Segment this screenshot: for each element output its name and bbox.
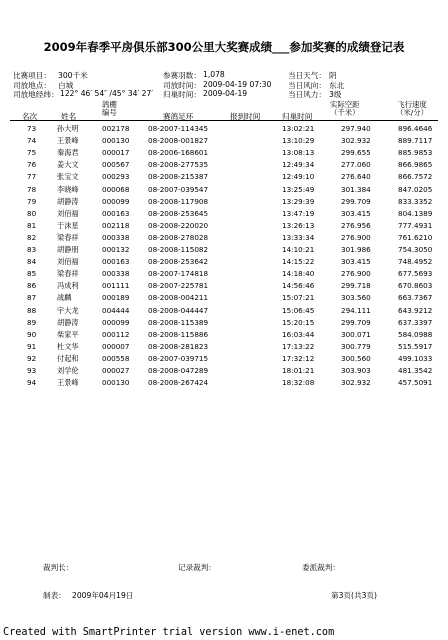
cell-rank: 88	[27, 305, 37, 315]
race-item-label: 比赛项目：	[13, 71, 51, 80]
cell-rank: 92	[27, 353, 37, 363]
wind-direction-label: 当日风向：	[288, 81, 326, 90]
cell-name: 付起和	[57, 353, 79, 363]
cell-name: 姜大文	[57, 160, 79, 170]
cell-return-time: 12:49:34	[282, 160, 315, 170]
col-report-time: 报到时间	[230, 112, 261, 121]
cell-ring-no: 000112	[102, 329, 130, 339]
dispatcher-label: 委派裁判：	[302, 563, 340, 572]
chief-judge-label: 裁判长：	[43, 563, 74, 572]
cell-name: 胡静涛	[57, 196, 79, 206]
cell-return-time: 15:20:15	[282, 317, 315, 327]
cell-foot-ring: 08-2008-117908	[148, 196, 209, 206]
cell-rank: 89	[27, 317, 37, 327]
cell-distance: 299.709	[341, 317, 371, 327]
cell-speed: 777.4931	[398, 220, 433, 230]
cell-foot-ring: 08-2008-047289	[148, 366, 209, 375]
cell-name: 战麟	[57, 293, 72, 303]
cell-ring-no: 000558	[102, 353, 130, 363]
release-place-label: 司放地点：	[13, 81, 51, 90]
cell-speed: 885.9853	[398, 148, 433, 158]
entries-label: 参赛羽数：	[163, 71, 201, 80]
cell-ring-no: 000099	[102, 196, 130, 206]
cell-foot-ring: 08-2008-253642	[148, 257, 209, 267]
cell-return-time: 13:26:13	[282, 220, 315, 230]
release-time-value: 2009-04-19 07:30	[203, 80, 272, 89]
cell-rank: 77	[27, 172, 37, 182]
cell-speed: 670.8603	[398, 281, 433, 291]
cell-distance: 299.655	[341, 148, 371, 158]
cell-ring-no: 002178	[102, 124, 130, 133]
cell-foot-ring: 08-2008-281823	[148, 341, 209, 351]
cell-foot-ring: 08-2008-215387	[148, 172, 209, 182]
maker-date: 2009年04月19日	[72, 591, 134, 600]
cell-name: 胡静朋	[57, 245, 79, 254]
cell-ring-no: 000567	[102, 160, 130, 170]
cell-speed: 457.5091	[398, 378, 433, 388]
page-title: 2009年春季平房俱乐部300公里大奖赛成绩___参加奖赛的成绩登记表	[43, 40, 405, 54]
cell-return-time: 13:47:19	[282, 208, 315, 218]
cell-speed: 833.3352	[398, 196, 433, 206]
cell-ring-no: 000293	[102, 172, 130, 182]
cell-distance: 276.640	[341, 172, 371, 182]
cell-return-time: 14:10:21	[282, 245, 315, 254]
cell-ring-no: 000338	[102, 232, 130, 242]
cell-foot-ring: 08-2007-039547	[148, 184, 209, 194]
cell-distance: 301.384	[341, 184, 371, 194]
cell-name: 梁春祥	[57, 269, 79, 279]
cell-ring-no: 004444	[102, 305, 130, 315]
cell-return-time: 15:07:21	[282, 293, 315, 303]
cell-speed: 499.1033	[398, 353, 433, 363]
wind-force-label: 当日风力：	[288, 90, 326, 99]
release-place-value: 白城	[58, 81, 74, 90]
cell-name: 冯成利	[57, 281, 79, 291]
wind-direction-value: 东北	[329, 81, 345, 90]
entries-value: 1,078	[203, 70, 225, 79]
cell-speed: 663.7367	[398, 293, 433, 303]
page-number: 第3页(共3页)	[331, 591, 377, 600]
cell-rank: 85	[27, 269, 37, 279]
cell-speed: 866.9865	[398, 160, 433, 170]
cell-name: 李晓峰	[57, 184, 79, 194]
cell-rank: 91	[27, 341, 37, 351]
cell-name: 刘学伦	[57, 366, 79, 375]
cell-distance: 303.560	[341, 293, 371, 303]
cell-rank: 90	[27, 329, 37, 339]
cell-distance: 302.932	[341, 378, 371, 388]
cell-name: 于沫星	[57, 220, 79, 230]
cell-speed: 896.4646	[398, 124, 433, 133]
col-return-time: 归巢时间	[282, 112, 313, 121]
race-item-value: 300千米	[58, 71, 88, 80]
cell-return-time: 18:01:21	[282, 366, 315, 375]
cell-return-time: 17:32:12	[282, 353, 315, 363]
cell-name: 梁春祥	[57, 232, 79, 242]
cell-rank: 79	[27, 196, 37, 206]
cell-return-time: 17:13:22	[282, 341, 315, 351]
cell-distance: 299.709	[341, 196, 371, 206]
col-name: 姓名	[61, 112, 77, 121]
maker-label: 制表：	[43, 591, 66, 600]
cell-speed: 754.3050	[398, 245, 433, 254]
cell-distance: 303.415	[341, 208, 371, 218]
cell-ring-no: 000017	[102, 148, 130, 158]
cell-return-time: 13:08:13	[282, 148, 315, 158]
cell-distance: 301.986	[341, 245, 371, 254]
cell-return-time: 13:25:49	[282, 184, 315, 194]
release-coords-value: 122° 46′ 54″ /45° 34′ 27′	[60, 89, 154, 98]
cell-return-time: 13:10:29	[282, 136, 315, 146]
cell-ring-no: 002118	[102, 220, 130, 230]
cell-return-time: 13:33:34	[282, 232, 315, 242]
cell-distance: 300.071	[341, 329, 371, 339]
cell-speed: 866.7572	[398, 172, 433, 182]
cell-return-time: 14:15:22	[282, 257, 315, 267]
release-time-label: 司放时间：	[163, 81, 201, 90]
cell-foot-ring: 08-2008-115886	[148, 329, 209, 339]
cell-name: 宇大龙	[57, 305, 79, 315]
cell-distance: 302.932	[341, 136, 371, 146]
cell-rank: 86	[27, 281, 37, 291]
cell-name: 王景峰	[57, 378, 79, 388]
cell-speed: 643.9212	[398, 305, 433, 315]
release-coords-label: 司放地经纬：	[13, 90, 59, 99]
cell-rank: 80	[27, 208, 37, 218]
cell-rank: 74	[27, 136, 37, 146]
cell-ring-no: 000189	[102, 293, 130, 303]
cell-foot-ring: 08-2007-174818	[148, 269, 209, 279]
cell-ring-no: 000163	[102, 257, 130, 267]
cell-speed: 889.7117	[398, 136, 433, 146]
cell-distance: 297.940	[341, 124, 371, 133]
cell-foot-ring: 08-2007-039715	[148, 353, 209, 363]
cell-foot-ring: 08-2008-004211	[148, 293, 209, 303]
cell-distance: 303.903	[341, 366, 371, 375]
cell-rank: 87	[27, 293, 37, 303]
cell-name: 孙大明	[57, 124, 79, 133]
col-distance: 实际空距 （千米）	[330, 100, 360, 117]
cell-return-time: 15:06:45	[282, 305, 315, 315]
recorder-label: 记录裁判：	[178, 563, 216, 572]
cell-foot-ring: 08-2008-115082	[148, 245, 209, 254]
cell-foot-ring: 08-2007-225781	[148, 281, 209, 291]
cell-rank: 75	[27, 148, 37, 158]
cell-return-time: 13:29:39	[282, 196, 315, 206]
cell-rank: 81	[27, 220, 37, 230]
cell-foot-ring: 08-2008-044447	[148, 305, 209, 315]
col-ring-no: 鸽棚 编号	[102, 100, 117, 117]
cell-name: 杜文华	[57, 341, 79, 351]
cell-distance: 276.900	[341, 269, 371, 279]
cell-speed: 677.5693	[398, 269, 433, 279]
cell-foot-ring: 08-2006-168601	[148, 148, 209, 158]
cell-return-time: 18:32:08	[282, 378, 315, 388]
cell-name: 胡静涛	[57, 317, 79, 327]
col-rank: 名次	[22, 112, 38, 121]
cell-return-time: 13:02:21	[282, 124, 315, 133]
header-divider	[10, 120, 438, 121]
cell-return-time: 14:56:46	[282, 281, 315, 291]
cell-distance: 299.718	[341, 281, 371, 291]
cell-speed: 584.0988	[398, 329, 433, 339]
cell-speed: 748.4952	[398, 257, 433, 267]
cell-ring-no: 000163	[102, 208, 130, 218]
cell-foot-ring: 08-2008-267424	[148, 378, 209, 388]
cell-return-time: 12:49:10	[282, 172, 315, 182]
cell-ring-no: 000027	[102, 366, 130, 375]
return-time-value: 2009-04-19	[203, 89, 248, 98]
cell-ring-no: 000099	[102, 317, 130, 327]
cell-ring-no: 001111	[102, 281, 130, 291]
cell-distance: 300.779	[341, 341, 371, 351]
weather-label: 当日天气：	[288, 71, 326, 80]
cell-distance: 276.956	[341, 220, 371, 230]
cell-rank: 84	[27, 257, 37, 267]
weather-value: 阴	[329, 71, 337, 80]
cell-ring-no: 000007	[102, 341, 130, 351]
cell-speed: 847.0205	[398, 184, 433, 194]
cell-rank: 73	[27, 124, 37, 133]
col-speed: 飞行速度 （米/分）	[396, 100, 429, 117]
cell-return-time: 14:18:40	[282, 269, 315, 279]
cell-distance: 303.415	[341, 257, 371, 267]
cell-rank: 76	[27, 160, 37, 170]
wind-force-value: 3级	[329, 90, 342, 99]
return-time-label: 归巢时间：	[163, 90, 201, 99]
cell-ring-no: 000338	[102, 269, 130, 279]
cell-name: 王景峰	[57, 136, 79, 146]
cell-speed: 637.3397	[398, 317, 433, 327]
cell-foot-ring: 08-2008-115389	[148, 317, 209, 327]
cell-ring-no: 000132	[102, 245, 130, 254]
cell-name: 刘佰福	[57, 257, 79, 267]
cell-distance: 277.060	[341, 160, 371, 170]
cell-foot-ring: 08-2008-253645	[148, 208, 209, 218]
cell-rank: 83	[27, 245, 37, 254]
cell-name: 秦海君	[57, 148, 79, 158]
cell-return-time: 16:03:44	[282, 329, 315, 339]
cell-distance: 300.560	[341, 353, 371, 363]
cell-ring-no: 000068	[102, 184, 130, 194]
cell-name: 刘佰福	[57, 208, 79, 218]
cell-foot-ring: 08-2008-220020	[148, 220, 209, 230]
col-foot-ring: 赛鸽足环	[163, 112, 194, 121]
cell-rank: 78	[27, 184, 37, 194]
cell-name: 柴家平	[57, 329, 79, 339]
cell-foot-ring: 08-2008-277535	[148, 160, 209, 170]
cell-speed: 761.6210	[398, 232, 433, 242]
cell-foot-ring: 08-2007-114345	[148, 124, 209, 133]
cell-distance: 276.900	[341, 232, 371, 242]
cell-ring-no: 000130	[102, 378, 130, 388]
cell-rank: 82	[27, 232, 37, 242]
cell-speed: 481.3542	[398, 366, 433, 375]
cell-rank: 94	[27, 378, 37, 388]
cell-speed: 515.5917	[398, 341, 433, 351]
watermark-text: Created with SmartPrinter trial version www.i-enet.com	[3, 627, 335, 638]
cell-name: 张宝文	[57, 172, 79, 182]
cell-foot-ring: 08-2008-001827	[148, 136, 209, 146]
cell-ring-no: 000130	[102, 136, 130, 146]
cell-speed: 804.1389	[398, 208, 433, 218]
cell-foot-ring: 08-2008-278028	[148, 232, 209, 242]
cell-distance: 294.111	[341, 305, 371, 315]
cell-rank: 93	[27, 366, 37, 375]
